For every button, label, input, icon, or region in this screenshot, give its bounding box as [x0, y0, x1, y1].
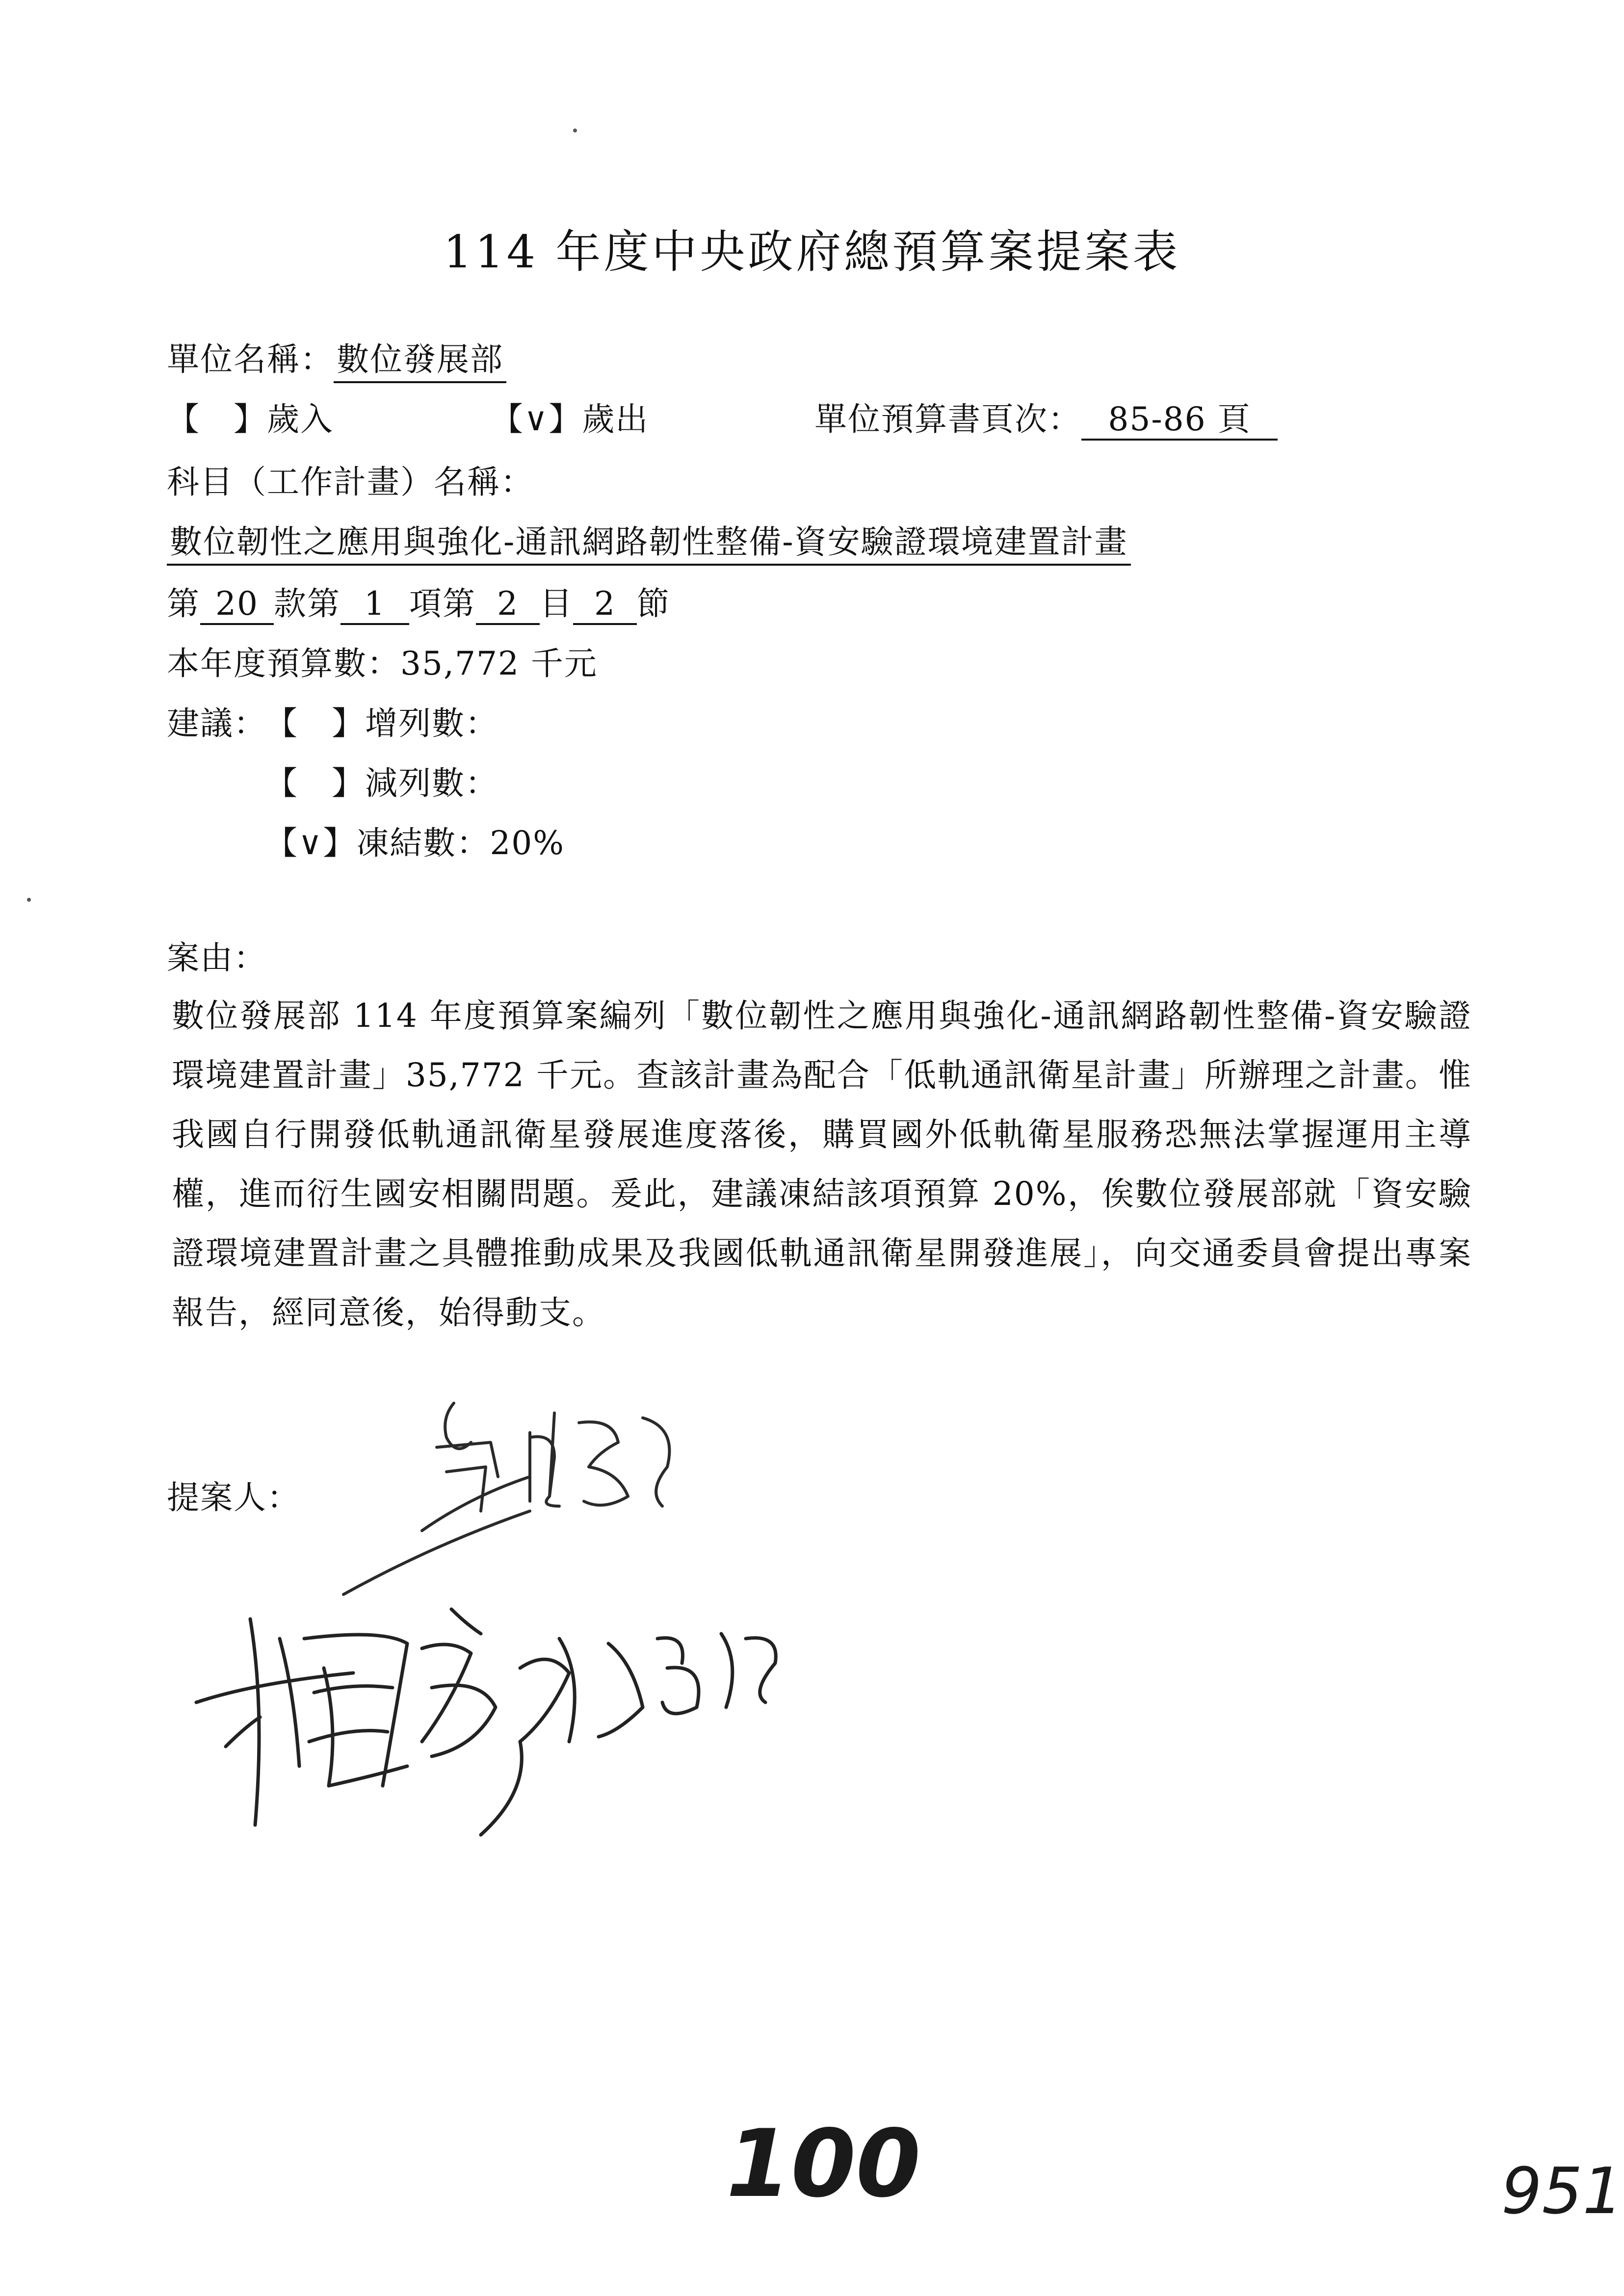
scan-speck	[573, 129, 577, 132]
unit-value: 數位發展部	[334, 340, 506, 383]
classification-text-3: 項第	[409, 585, 476, 623]
unit-row	[167, 340, 506, 378]
suggestion-label: 建議：	[167, 704, 267, 742]
handwritten-corner-number: 951	[1501, 2154, 1624, 2228]
jie-value: 2	[573, 588, 637, 625]
increase-label: 增列數：	[365, 704, 498, 742]
signature-1	[324, 1383, 697, 1599]
freeze-label: 凍結數：	[356, 824, 490, 862]
subject-label: 科目（工作計畫）名稱：	[167, 463, 534, 501]
classification-row	[167, 585, 670, 625]
decrease-label: 減列數：	[365, 764, 498, 802]
classification-text-5: 節	[637, 585, 670, 623]
subject-value: 數位韌性之應用與強化-通訊網路韌性整備-資安驗證環境建置計畫	[167, 523, 1131, 566]
scan-speck	[27, 898, 31, 902]
proposer-label: 提案人：	[167, 1479, 300, 1516]
revenue-checkbox	[167, 400, 334, 438]
reason-label: 案由：	[167, 939, 267, 977]
revenue-label: 歲入	[267, 400, 334, 438]
page-title: 114 年度中央政府總預算案提案表	[443, 226, 1181, 278]
handwritten-page-number: 100	[726, 2110, 921, 2218]
classification-text-1: 第	[167, 585, 200, 623]
budget-label: 本年度預算數：	[167, 645, 400, 682]
increase-checkbox	[265, 704, 498, 742]
budget-row	[167, 645, 598, 682]
expense-label: 歲出	[582, 400, 649, 438]
revenue-box: 【 】	[167, 400, 267, 438]
budget-page-label: 單位預算書頁次：	[814, 400, 1081, 438]
budget-value: 35,772 千元	[400, 645, 598, 682]
unit-label: 單位名稱：	[167, 340, 334, 378]
freeze-value: 20%	[490, 824, 565, 862]
expense-box: 【∨】	[491, 400, 582, 438]
freeze-box: 【∨】	[265, 824, 357, 862]
budget-page-value: 85-86 頁	[1081, 403, 1278, 441]
freeze-checkbox	[265, 824, 565, 862]
subject-row	[167, 523, 1131, 561]
signature-2	[177, 1580, 814, 1854]
kuan-value: 20	[200, 588, 274, 625]
classification-text-4: 目	[540, 585, 573, 623]
decrease-box: 【 】	[265, 764, 365, 802]
budget-page-row	[814, 400, 1278, 441]
xiang-value: 1	[341, 588, 409, 625]
increase-box: 【 】	[265, 704, 365, 742]
expense-checkbox	[491, 400, 649, 438]
classification-text-2: 款第	[274, 585, 341, 623]
mu-value: 2	[476, 588, 540, 625]
decrease-checkbox	[265, 764, 498, 802]
reason-text: 數位發展部 114 年度預算案編列「數位韌性之應用與強化-通訊網路韌性整備-資安驗證環境建置計畫」35,772 千元。查該計畫為配合「低軌通訊衛星計畫」所辦理之計畫。惟我國自行開發低軌通訊衛星發展進度落後，購買國外低軌衛星服務恐無法掌握運用主導權，進而衍生國安相關問題。爰此，建議凍結該項預算 20%，俟數位發展部就「資安驗證環境建置計畫之具體推動成果及我國低軌通訊衛星開發進展」，向交通委員會提出專案報告，經同意後，始得動支。	[172, 997, 1472, 1331]
